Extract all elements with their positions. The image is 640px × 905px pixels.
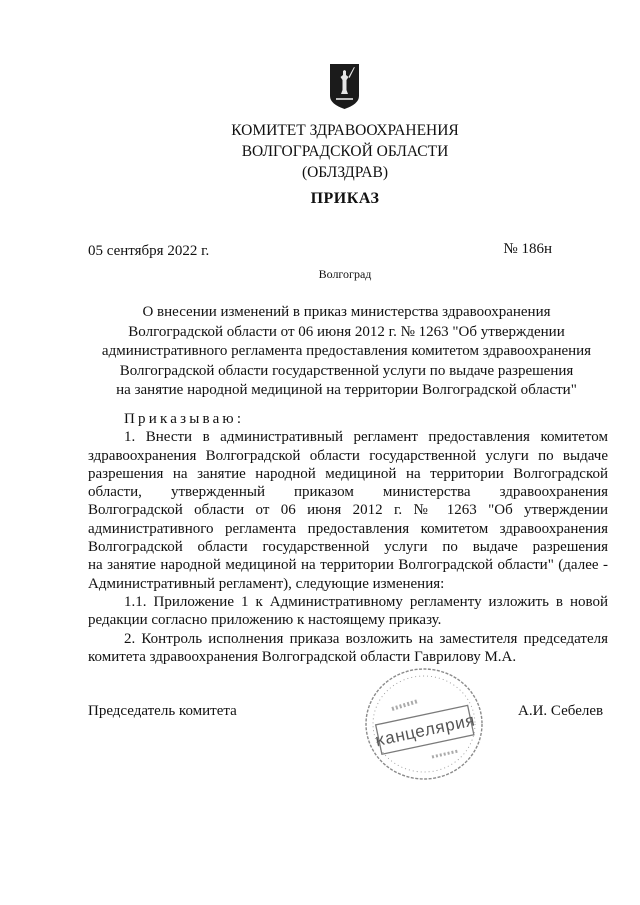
- body-line: 1. Внести в административный регламент предоставления комитетом: [124, 429, 608, 446]
- body-line: 1.1. Приложение 1 к Административному регламенту изложить в новой: [124, 593, 608, 610]
- organization-name-line-2: ВОЛГОГРАДСКОЙ ОБЛАСТИ: [241, 143, 449, 160]
- organization-abbreviation: (ОБЛЗДРАВ): [301, 164, 389, 181]
- body-line: 2. Контроль исполнения приказа возложить на заместителя председателя: [124, 630, 608, 647]
- order-number: № 186н: [503, 241, 552, 257]
- signatory-position: Председатель комитета: [88, 703, 237, 719]
- body-line: Волгоградской области государственной услуги по выдаче разрешения: [88, 539, 608, 556]
- subject-line: административного регламента предоставления комитетом здравоохранения: [101, 343, 592, 359]
- order-body: [88, 410, 608, 666]
- coat-of-arms-emblem: [328, 62, 361, 110]
- body-line: Административный регламент), следующие изменения:: [88, 575, 445, 592]
- city: Волгоград: [318, 267, 372, 281]
- subject-line: О внесении изменений в приказ министерства здравоохранения: [142, 304, 551, 320]
- body-line: на занятие народной медициной на территории Волгоградской области" (далее -: [88, 557, 608, 574]
- body-line: Волгоградской области от 06 июня 2012 г. № 1263 "Об утверждении: [88, 502, 608, 519]
- subject-line: Волгоградской области от 06 июня 2012 г. № 1263 "Об утверждении: [128, 323, 565, 340]
- subject-line: на занятие народной медициной на территории Волгоградской области": [116, 382, 577, 398]
- office-stamp: [362, 665, 486, 783]
- organization-name-line-1: КОМИТЕТ ЗДРАВООХРАНЕНИЯ: [231, 122, 459, 139]
- stamp-text: канцелярия: [373, 712, 478, 753]
- signatory-name: А.И. Себелев: [518, 703, 604, 719]
- document-type-title: ПРИКАЗ: [310, 190, 380, 207]
- body-line-orders: Приказываю:: [124, 411, 245, 427]
- order-date: 05 сентября 2022 г.: [88, 243, 210, 259]
- body-line: административного регламента предоставления комитетом здравоохранения: [88, 520, 608, 537]
- subject-line: Волгоградской области государственной услуги по выдаче разрешения: [119, 362, 574, 379]
- body-line: комитета здравоохранения Волгоградской области Гаврилову М.А.: [88, 648, 517, 665]
- body-line: здравоохранения Волгоградской области государственной услуги по выдаче: [88, 447, 608, 464]
- order-subject: [88, 303, 605, 401]
- body-line: редакции согласно приложению к настоящему приказу.: [88, 612, 442, 629]
- body-line: области, утвержденный приказом министерства здравоохранения: [88, 484, 608, 501]
- body-line: разрешения на занятие народной медициной на территории Волгоградской: [88, 465, 608, 482]
